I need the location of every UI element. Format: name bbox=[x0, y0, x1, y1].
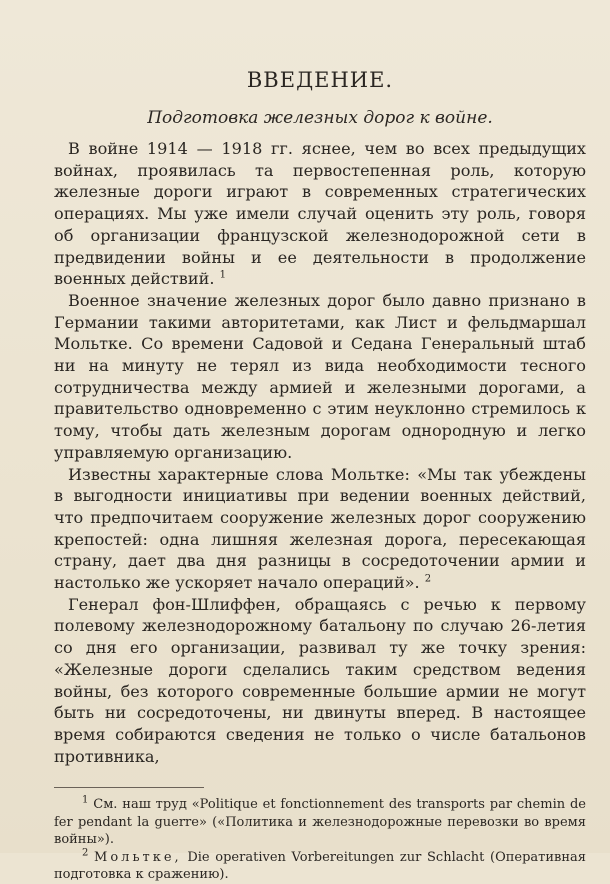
paragraph-1 bbox=[54, 138, 586, 290]
footnote-divider bbox=[54, 787, 204, 788]
footnote-2-text: Die operativen Vorbereitungen zur Schlacht (Оперативная подготовка к сражению). bbox=[54, 849, 586, 883]
paragraph-4-text: Генерал фон-Шлиффен, обращаясь с речью к первому полевому железнодорожному батальону по случаю 26-летия со дня его организации, развивал ту же точку зрения: «Железные дороги сделались таким средством ведения войны, без которого современные большие армии не могут быть ни сосредоточены, ни двинуты вперед. В настоящее время собираются сведения не только о числе батальонов противника, bbox=[54, 594, 586, 766]
footnote-1-mark: 1 bbox=[82, 795, 89, 807]
paragraph-4 bbox=[54, 594, 586, 768]
footnote-1 bbox=[54, 796, 586, 849]
paragraph-3 bbox=[54, 464, 586, 594]
paragraph-2 bbox=[54, 290, 586, 464]
footnotes bbox=[54, 796, 586, 884]
footnote-ref-1[interactable]: 1 bbox=[219, 269, 226, 281]
footnote-2-mark: 2 bbox=[82, 847, 89, 859]
chapter-subtitle: Подготовка железных дорог к войне. bbox=[147, 108, 493, 128]
footnote-2 bbox=[54, 849, 586, 884]
paragraph-1-text: В войне 1914 — 1918 гг. яснее, чем во всех предыдущих войнах, проявилась та первостепенная роль, которую железные дороги играют в современных стратегических операциях. Мы уже имели случай оценить эту роль, говоря об организации французской железнодорожной сети в предвидении войны и ее деятельности в продолжение военных действий. bbox=[54, 139, 586, 289]
paragraph-2-text: Военное значение железных дорог было давно признано в Германии такими авторитетами, как Лист и фельдмаршал Мольтке. Со времени Садовой и Седана Генеральный штаб ни на минуту не терял из вида необходимости тесного сотрудничества между армией и железными дорогами, а правительство одновременно с этим неуклонно стремилось к тому, чтобы дать железным дорогам однородную и легко управляемую организацию. bbox=[54, 290, 586, 462]
footnote-ref-2[interactable]: 2 bbox=[424, 573, 432, 585]
paragraph-3-text: Известны характерные слова Мольтке: «Мы так убеждены в выгодности инициативы при ведении военных действий, что предпочитаем сооружение железных дорог сооружению крепостей: одна лишняя железная дорога, пересекающая страну, дает два дня разницы в сосредоточении армии и настолько же ускоряет начало операций». bbox=[54, 464, 586, 593]
footnote-2-author: Мольтке, bbox=[94, 849, 182, 865]
body-text bbox=[54, 138, 586, 767]
chapter-title: ВВЕДЕНИЕ. bbox=[246, 68, 394, 92]
footnote-1-text: См. наш труд «Politique et fonctionnement des transports par chemin de fer pendant la guerre» («Политика и железнодорожные перевозки во время войны»). bbox=[54, 797, 586, 848]
